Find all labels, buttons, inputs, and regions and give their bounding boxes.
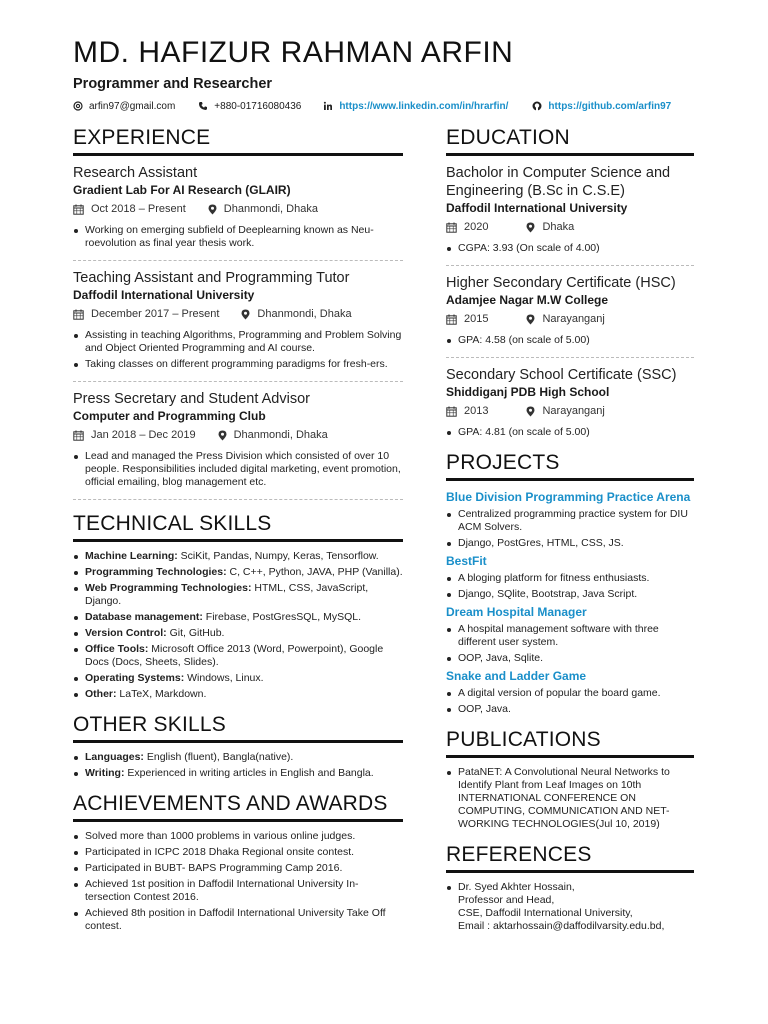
role-title: Press Secretary and Student Advisor [73,391,310,407]
list-item [73,566,403,579]
location-text: Narayanganj [542,313,605,325]
skill-value: SciKit, Pandas, Numpy, Keras, Tensorflow. [177,550,379,562]
skill-value: Microsoft Office 2013 (Word, Powerpoint), Google Docs (Docs, Sheets, Slides). [85,643,384,668]
publications-list [446,766,694,831]
bullet-list [73,329,403,371]
organization: Computer and Programming Club [73,409,266,423]
section-title: PROJECTS [446,451,560,474]
github-icon [532,101,542,111]
list-item: CGPA: 3.93 (On scale of 4.00) [446,242,694,255]
section-rule [446,870,694,873]
date-range [73,308,219,320]
list-item: Centralized programming practice system for DIU ACM Solvers. [446,508,694,534]
dashed-divider [73,381,403,382]
skill-label: Languages: [85,751,144,763]
section-rule [73,740,403,743]
location-text: Narayanganj [542,405,605,417]
list-item: Django, SQlite, Bootstrap, Java Script. [446,588,694,601]
list-item: A bloging platform for fitness enthusiasts. [446,572,694,585]
projects-section [446,449,694,716]
map-marker-icon [526,314,535,325]
other-skills-section [73,711,403,780]
list-item: OOP, Java. [446,703,694,716]
skill-label: Version Control: [85,627,167,639]
location [526,221,574,233]
location [526,405,604,417]
references-list [446,881,694,933]
location [241,308,351,320]
references-section [446,841,694,933]
organization: Gradient Lab For AI Research (GLAIR) [73,183,291,197]
list-item: GPA: 4.81 (on scale of 5.00) [446,426,694,439]
skill-label: Other: [85,688,117,700]
entry-meta [446,310,694,328]
map-marker-icon [526,406,535,417]
skill-label: Database management: [85,611,203,623]
bullet-list [73,450,403,489]
skills-list [73,751,403,780]
location [526,313,604,325]
reference-line: Dr. Syed Akhter Hossain, [458,881,575,893]
list-item: Participated in ICPC 2018 Dhaka Regional onsite contest. [73,846,403,859]
calendar-icon [73,204,84,215]
list-item [73,550,403,563]
at-icon [73,101,83,111]
skill-value: HTML, CSS, JavaScript, Django. [85,582,369,607]
dashed-divider [446,357,694,358]
experience-entry [73,390,403,489]
skill-value: Git, GitHub. [166,627,225,639]
list-item: Achieved 8th position in Daffodil International University Take Off contest. [73,907,403,933]
bullet-list [446,687,694,716]
project-title: Blue Division Programming Practice Arena [446,490,691,504]
project-title: Dream Hospital Manager [446,605,587,619]
date-range [73,203,186,215]
education-section [446,124,694,439]
dashed-divider [446,265,694,266]
location [208,203,318,215]
entry-meta [73,305,403,323]
map-marker-icon [241,309,250,320]
bullet-list [446,426,694,439]
school-name: Shiddiganj PDB High School [446,385,610,399]
list-item: Taking classes on different programming paradigms for fresh-ers. [73,358,403,371]
year [446,405,488,417]
entry-meta [446,218,694,236]
list-item: A hospital management software with three different user system. [446,623,694,649]
degree-title: Bacholor in Computer Science and Engineering (B.Sc in C.S.E) [446,165,671,199]
dashed-divider [73,499,403,500]
skill-label: Programming Technologies: [85,566,227,578]
organization: Daffodil International University [73,288,255,302]
experience-entry [73,164,403,250]
list-item [73,688,403,701]
section-rule [446,755,694,758]
experience-section [73,124,403,500]
degree-title: Secondary School Certificate (SSC) [446,367,677,383]
year-text: 2015 [464,313,489,325]
year-text: 2013 [464,405,489,417]
bullet-list [446,242,694,255]
project-title: BestFit [446,554,487,568]
list-item: PataNET: A Convolutional Neural Networks to Identify Plant from Leaf Images on 10th INTERNATIONAL CONFERENCE ON COMPUTING, COMMUNICATION AND NET-WORKING TECHNOLOGIES(Jul 10, 2019) [446,766,694,831]
education-entry [446,366,694,439]
date-range [73,429,196,441]
list-item: GPA: 4.58 (on scale of 5.00) [446,334,694,347]
calendar-icon [446,406,457,417]
calendar-icon [73,430,84,441]
list-item [73,611,403,624]
list-item: Solved more than 1000 problems in various online judges. [73,830,403,843]
linkedin-icon [323,101,333,111]
list-item: Participated in BUBT- BAPS Programming Camp 2016. [73,862,403,875]
calendar-icon [73,309,84,320]
experience-entry [73,269,403,371]
section-rule [73,819,403,822]
section-title: OTHER SKILLS [73,713,226,736]
location [218,429,328,441]
bullet-list [446,623,694,665]
project-entry [446,489,694,550]
phone-text[interactable]: +880-01716080436 [214,100,302,112]
skill-label: Writing: [85,767,125,779]
skill-value: English (fluent), Bangla(native). [143,751,294,763]
section-title: EXPERIENCE [73,126,211,149]
list-item: Lead and managed the Press Division which consisted of over 10 people. Responsibilities included digital marketing, event promotion, official emailing, blog management etc. [73,450,403,489]
list-item: Working on emerging subfield of Deeplearning known as Neu-roevolution as final year thesis work. [73,224,403,250]
section-title: EDUCATION [446,126,570,149]
school-name: Adamjee Nagar M.W College [446,293,609,307]
email-text[interactable]: arfin97@gmail.com [89,100,176,112]
contact-bar [73,98,713,114]
map-marker-icon [218,430,227,441]
skill-value: LaTeX, Markdown. [116,688,207,700]
contact-linkedin[interactable] [323,101,508,112]
list-item: OOP, Java, Sqlite. [446,652,694,665]
map-marker-icon [208,204,217,215]
skill-label: Operating Systems: [85,672,185,684]
entry-meta [73,200,403,218]
technical-skills-section [73,510,403,701]
phone-icon [198,101,208,111]
skill-label: Machine Learning: [85,550,178,562]
list-item: Django, PostGres, HTML, CSS, JS. [446,537,694,550]
entry-meta [446,402,694,420]
date-text: December 2017 – Present [91,308,220,320]
project-entry [446,604,694,665]
list-item [73,767,403,780]
bullet-list [446,334,694,347]
skill-label: Web Programming Technologies: [85,582,252,594]
linkedin-link[interactable]: https://www.linkedin.com/in/hrarfin/ [339,100,509,112]
contact-github[interactable] [532,101,671,112]
reference-line: Email : aktarhossain@daffodilvarsity.edu.bd, [458,920,665,932]
year [446,313,488,325]
project-entry [446,668,694,716]
role-title: Research Assistant [73,165,198,181]
tagline: Programmer and Researcher [73,76,273,92]
location-text: Dhaka [542,221,575,233]
name-heading: MD. HAFIZUR RAHMAN ARFIN [73,36,514,69]
skill-value: C, C++, Python, JAVA, PHP (Vanilla). [226,566,403,578]
date-text: Jan 2018 – Dec 2019 [91,429,196,441]
github-link[interactable]: https://github.com/arfin97 [548,100,672,112]
section-rule [73,539,403,542]
list-item [73,627,403,640]
resume-header [73,34,713,114]
skill-value: Experienced in writing articles in English and Bangla. [124,767,374,779]
list-item: A digital version of popular the board game. [446,687,694,700]
list-item [73,643,403,669]
date-text: Oct 2018 – Present [91,203,186,215]
map-marker-icon [526,222,535,233]
dashed-divider [73,260,403,261]
list-item [73,672,403,685]
education-entry [446,274,694,347]
year-text: 2020 [464,221,489,233]
bullet-list [446,572,694,601]
calendar-icon [446,314,457,325]
list-item: Assisting in teaching Algorithms, Programming and Problem Solving and Object Oriented Programming and AI course. [73,329,403,355]
contact-email[interactable] [73,101,175,112]
reference-line: CSE, Daffodil International University, [458,907,633,919]
achievements-list [73,830,403,933]
location-text: Dhanmondi, Dhaka [223,203,318,215]
contact-phone[interactable] [198,101,301,112]
section-title: ACHIEVEMENTS AND AWARDS [73,792,388,815]
skill-label: Office Tools: [85,643,149,655]
section-title: PUBLICATIONS [446,728,601,751]
list-item: Achieved 1st position in Daffodil International University In-tersection Contest 2016. [73,878,403,904]
bullet-list [446,508,694,550]
bullet-list [73,224,403,250]
section-title: TECHNICAL SKILLS [73,512,272,535]
education-entry [446,164,694,255]
list-item [73,751,403,764]
year [446,221,488,233]
skill-value: Windows, Linux. [184,672,264,684]
list-item [73,582,403,608]
publications-section [446,726,694,831]
degree-title: Higher Secondary Certificate (HSC) [446,275,676,291]
location-text: Dhanmondi, Dhaka [233,429,328,441]
project-title: Snake and Ladder Game [446,669,587,683]
left-column [73,124,403,936]
achievements-section [73,790,403,933]
list-item [446,881,694,933]
section-rule [446,478,694,481]
section-title: REFERENCES [446,843,592,866]
project-entry [446,553,694,601]
school-name: Daffodil International University [446,201,628,215]
section-rule [446,153,694,156]
skill-value: Firebase, PostGresSQL, MySQL. [202,611,362,623]
entry-meta [73,426,403,444]
location-text: Dhanmondi, Dhaka [257,308,352,320]
right-column [446,124,694,936]
skills-list [73,550,403,701]
section-rule [73,153,403,156]
role-title: Teaching Assistant and Programming Tutor [73,270,350,286]
reference-line: Professor and Head, [458,894,555,906]
calendar-icon [446,222,457,233]
